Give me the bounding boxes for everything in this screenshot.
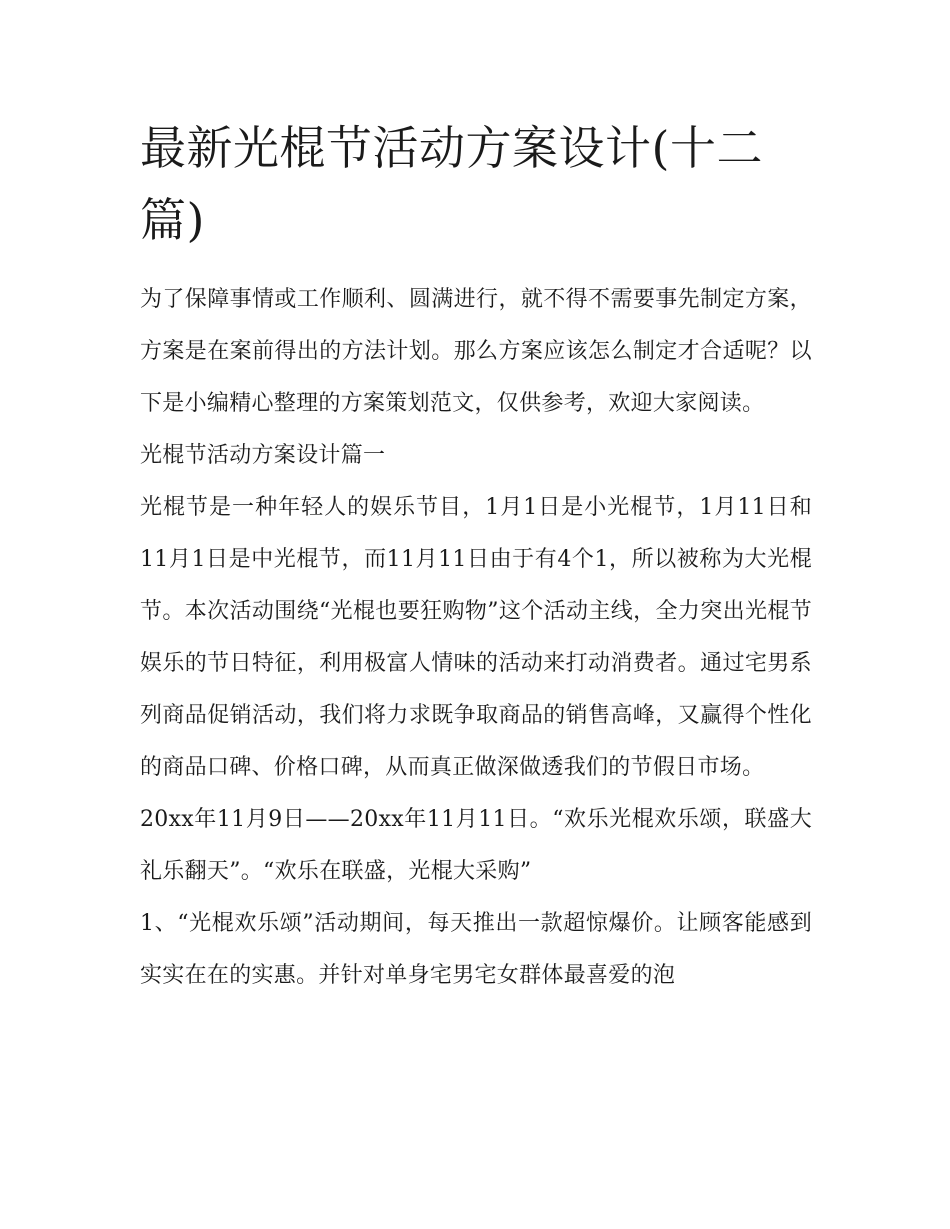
- section-heading: 光棍节活动方案设计篇一: [140, 443, 386, 468]
- intro-paragraph: 为了保障事情或工作顺利、圆满进行，就不得不需要事先制定方案，方案是在案前得出的方法计划。那么方案应该怎么制定才合适呢？以下是小编精心整理的方案策划范文，仅供参考，欢迎大家阅读。: [140, 287, 812, 416]
- body-paragraph-2: 20xx年11月9日——20xx年11月11日。“欢乐光棍欢乐颂，联盛大礼乐翻天”。“欢乐在联盛，光棍大采购”: [140, 807, 812, 884]
- body-paragraph-3: 1、“光棍欢乐颂”活动期间，每天推出一款超惊爆价。让顾客能感到实实在在的实惠。并针对单身宅男宅女群体最喜爱的泡: [140, 911, 812, 988]
- document-title: 最新光棍节活动方案设计(十二篇): [140, 121, 763, 247]
- body-paragraph-1: 光棍节是一种年轻人的娱乐节目，1月1日是小光棍节，1月11日和11月1日是中光棍节，而11月11日由于有4个1，所以被称为大光棍节。本次活动围绕“光棍也要狂购物”这个活动主线，全力突出光棍节娱乐的节日特征，利用极富人情味的活动来打动消费者。通过宅男系列商品促销活动，我们将力求既争取商品的销售高峰，又赢得个性化的商品口碑、价格口碑，从而真正做深做透我们的节假日市场。: [140, 495, 813, 780]
- document-page: [140, 112, 812, 1002]
